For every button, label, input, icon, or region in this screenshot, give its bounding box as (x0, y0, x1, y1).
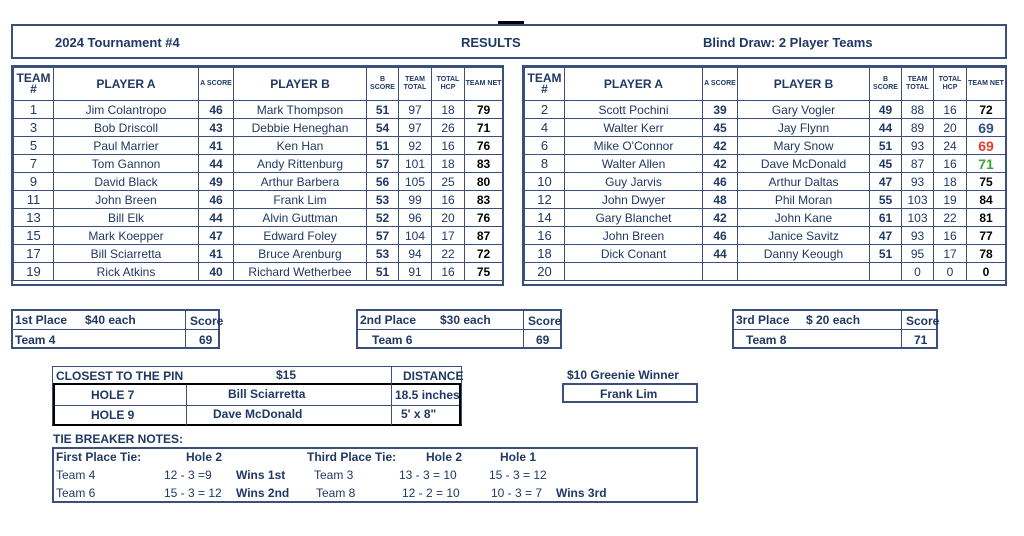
b-score: 51 (870, 245, 902, 263)
player-b: Janice Savitz (738, 227, 870, 245)
second-place-prize: $30 each (440, 313, 491, 327)
team-number: 3 (14, 119, 54, 137)
total-hcp: 0 (934, 263, 967, 281)
b-score: 52 (367, 209, 399, 227)
team-net: 72 (967, 101, 1006, 119)
total-hcp: 18 (432, 155, 465, 173)
table-row (525, 137, 1006, 155)
b-score: 51 (367, 101, 399, 119)
player-b: Andy Rittenburg (234, 155, 367, 173)
total-hcp: 16 (934, 227, 967, 245)
b-score: 57 (367, 227, 399, 245)
format-title: Blind Draw: 2 Player Teams (703, 35, 873, 50)
tie-r1-h1: 15 - 3 = 12 (489, 468, 547, 482)
b-score: 51 (367, 137, 399, 155)
table-row (525, 173, 1006, 191)
closest-hole-1: HOLE 7 (91, 388, 135, 402)
table-row (14, 191, 503, 209)
player-b: Frank Lim (234, 191, 367, 209)
total-hcp: 16 (934, 101, 967, 119)
table-row (525, 101, 1006, 119)
player-a: Walter Kerr (565, 119, 703, 137)
player-a: John Breen (54, 191, 199, 209)
b-score (870, 263, 902, 281)
player-b: Arthur Daltas (738, 173, 870, 191)
team-total: 99 (399, 191, 432, 209)
first-place-score-label: Score (190, 314, 224, 328)
team-net: 0 (967, 263, 1006, 281)
total-hcp: 18 (432, 101, 465, 119)
player-a: Mark Koepper (54, 227, 199, 245)
team-number: 19 (14, 263, 54, 281)
table-row (14, 155, 503, 173)
a-score: 46 (199, 101, 234, 119)
team-number: 4 (525, 119, 565, 137)
total-hcp: 16 (934, 155, 967, 173)
table-row (525, 119, 1006, 137)
team-net: 71 (967, 155, 1006, 173)
team-number: 12 (525, 191, 565, 209)
player-a: Mike O'Connor (565, 137, 703, 155)
player-a: Tom Gannon (54, 155, 199, 173)
player-a: David Black (54, 173, 199, 191)
team-number: 2 (525, 101, 565, 119)
greenie-box (562, 383, 698, 403)
header-a-score: A SCORE (703, 68, 738, 101)
closest-hole-2: HOLE 9 (91, 408, 135, 422)
player-b: Dave McDonald (738, 155, 870, 173)
team-total: 103 (902, 209, 934, 227)
first-place-label: 1st Place (15, 313, 68, 327)
team-total: 101 (399, 155, 432, 173)
first-tie-hole: Hole 2 (186, 450, 223, 464)
tie-r1-calc: 12 - 3 =9 (164, 468, 212, 482)
player-a: Paul Marrier (54, 137, 199, 155)
b-score: 56 (367, 173, 399, 191)
table-header-row (14, 68, 503, 101)
table-row (525, 155, 1006, 173)
tie-r1-win: Wins 1st (236, 468, 286, 482)
right-table (524, 67, 1006, 281)
team-total: 93 (902, 227, 934, 245)
closest-winner-1: Bill Sciarretta (228, 387, 306, 401)
tie-r2-h2: 12 - 2 = 10 (402, 486, 460, 500)
b-score: 47 (870, 227, 902, 245)
team-number: 16 (525, 227, 565, 245)
header-team: TEAM # (525, 68, 565, 101)
closest-title: CLOSEST TO THE PIN (56, 369, 184, 383)
total-hcp: 26 (432, 119, 465, 137)
header-team-total: TEAM TOTAL (902, 68, 934, 101)
total-hcp: 22 (934, 209, 967, 227)
team-number: 14 (525, 209, 565, 227)
team-net: 75 (465, 263, 503, 281)
player-b: Danny Keough (738, 245, 870, 263)
total-hcp: 20 (432, 209, 465, 227)
header-total-hcp: TOTAL HCP (934, 68, 967, 101)
total-hcp: 17 (934, 245, 967, 263)
a-score: 45 (703, 119, 738, 137)
b-score: 61 (870, 209, 902, 227)
a-score: 42 (703, 209, 738, 227)
player-a: Rick Atkins (54, 263, 199, 281)
team-total: 93 (902, 173, 934, 191)
player-a: Gary Blanchet (565, 209, 703, 227)
player-b: Arthur Barbera (234, 173, 367, 191)
tie-r2-team3: Team 8 (316, 486, 356, 500)
team-total: 93 (902, 137, 934, 155)
team-number: 18 (525, 245, 565, 263)
third-place-score: 71 (914, 333, 928, 347)
second-place-box (356, 309, 562, 349)
team-total: 0 (902, 263, 934, 281)
b-score: 44 (870, 119, 902, 137)
team-number: 6 (525, 137, 565, 155)
player-b: Mary Snow (738, 137, 870, 155)
second-place-team: Team 6 (372, 333, 413, 347)
header-b-score: B SCORE (367, 68, 399, 101)
second-place-label: 2nd Place (360, 313, 417, 327)
left-table (13, 67, 503, 281)
second-place-score: 69 (536, 333, 550, 347)
team-net: 75 (967, 173, 1006, 191)
b-score: 53 (367, 245, 399, 263)
team-number: 15 (14, 227, 54, 245)
team-total: 97 (399, 101, 432, 119)
closest-to-pin-box (52, 366, 462, 426)
distance-label: DISTANCE (403, 369, 464, 383)
team-net: 76 (465, 137, 503, 155)
first-place-score: 69 (199, 333, 213, 347)
b-score: 54 (367, 119, 399, 137)
header-total-hcp: TOTAL HCP (432, 68, 465, 101)
a-score: 44 (199, 209, 234, 227)
header-bar (11, 24, 1007, 59)
header-player-a: PLAYER A (54, 68, 199, 101)
header-b-score: B SCORE (870, 68, 902, 101)
total-hcp: 18 (934, 173, 967, 191)
team-net: 76 (465, 209, 503, 227)
third-place-score-label: Score (906, 314, 940, 328)
team-net: 83 (465, 191, 503, 209)
b-score: 49 (870, 101, 902, 119)
tie-r2-win: Wins 2nd (236, 486, 290, 500)
team-net: 69 (967, 119, 1006, 137)
table-row (14, 227, 503, 245)
player-b: Phil Moran (738, 191, 870, 209)
player-b: Richard Wetherbee (234, 263, 367, 281)
team-total: 87 (902, 155, 934, 173)
player-b (738, 263, 870, 281)
team-net: 79 (465, 101, 503, 119)
b-score: 45 (870, 155, 902, 173)
closest-prize: $15 (276, 368, 297, 382)
team-number: 8 (525, 155, 565, 173)
header-team: TEAM # (14, 68, 54, 101)
table-row (525, 263, 1006, 281)
greenie-winner: Frank Lim (600, 387, 658, 401)
table-row (14, 101, 503, 119)
closest-distance-2: 5' x 8" (401, 407, 437, 421)
b-score: 47 (870, 173, 902, 191)
a-score: 42 (703, 155, 738, 173)
third-place-label: 3rd Place (736, 313, 790, 327)
third-place-tie-label: Third Place Tie: (307, 450, 397, 464)
team-total: 88 (902, 101, 934, 119)
total-hcp: 16 (432, 263, 465, 281)
b-score: 51 (870, 137, 902, 155)
team-total: 97 (399, 119, 432, 137)
team-number: 10 (525, 173, 565, 191)
header-player-b: PLAYER B (738, 68, 870, 101)
total-hcp: 20 (934, 119, 967, 137)
team-number: 13 (14, 209, 54, 227)
third-place-team: Team 8 (746, 333, 787, 347)
tie-r1-team: Team 4 (56, 468, 96, 482)
table-row (14, 173, 503, 191)
b-score: 53 (367, 191, 399, 209)
a-score: 44 (703, 245, 738, 263)
team-number: 20 (525, 263, 565, 281)
a-score: 46 (199, 191, 234, 209)
player-b: Jay Flynn (738, 119, 870, 137)
first-place-team: Team 4 (15, 333, 56, 347)
player-a: Jim Colantropo (54, 101, 199, 119)
team-total: 104 (399, 227, 432, 245)
player-a: Bob Driscoll (54, 119, 199, 137)
team-total: 91 (399, 263, 432, 281)
total-hcp: 19 (934, 191, 967, 209)
table-row (525, 245, 1006, 263)
team-net: 77 (967, 227, 1006, 245)
table-row (525, 209, 1006, 227)
tournament-title: 2024 Tournament #4 (55, 35, 180, 50)
team-net: 69 (967, 137, 1006, 155)
team-number: 1 (14, 101, 54, 119)
header-a-score: A SCORE (199, 68, 234, 101)
a-score (703, 263, 738, 281)
b-score: 55 (870, 191, 902, 209)
b-score: 51 (367, 263, 399, 281)
team-number: 17 (14, 245, 54, 263)
team-number: 11 (14, 191, 54, 209)
team-net: 78 (967, 245, 1006, 263)
header-team-net: TEAM NET (967, 68, 1006, 101)
third-tie-hole2: Hole 2 (426, 450, 463, 464)
team-number: 7 (14, 155, 54, 173)
tiebreaker-title: TIE BREAKER NOTES: (53, 432, 184, 446)
tie-r2-h1: 10 - 3 = 7 (491, 486, 543, 500)
tie-r1-team3: Team 3 (314, 468, 354, 482)
right-results-table (522, 65, 1007, 286)
team-net: 81 (967, 209, 1006, 227)
team-net: 87 (465, 227, 503, 245)
table-row (525, 191, 1006, 209)
a-score: 47 (199, 227, 234, 245)
team-total: 89 (902, 119, 934, 137)
table-header-row (525, 68, 1006, 101)
second-place-score-label: Score (528, 314, 562, 328)
a-score: 46 (703, 227, 738, 245)
a-score: 41 (199, 137, 234, 155)
team-number: 9 (14, 173, 54, 191)
a-score: 42 (703, 137, 738, 155)
player-b: Alvin Guttman (234, 209, 367, 227)
team-total: 92 (399, 137, 432, 155)
team-net: 84 (967, 191, 1006, 209)
team-total: 94 (399, 245, 432, 263)
tie-r2-calc: 15 - 3 = 12 (164, 486, 222, 500)
team-net: 71 (465, 119, 503, 137)
player-a: John Dwyer (565, 191, 703, 209)
closest-winner-2: Dave McDonald (213, 407, 303, 421)
header-player-b: PLAYER B (234, 68, 367, 101)
first-place-tie-label: First Place Tie: (56, 450, 142, 464)
team-net: 80 (465, 173, 503, 191)
player-b: John Kane (738, 209, 870, 227)
total-hcp: 24 (934, 137, 967, 155)
total-hcp: 17 (432, 227, 465, 245)
player-b: Ken Han (234, 137, 367, 155)
player-b: Debbie Heneghan (234, 119, 367, 137)
team-net: 83 (465, 155, 503, 173)
player-a: Dick Conant (565, 245, 703, 263)
team-net: 72 (465, 245, 503, 263)
team-total: 103 (902, 191, 934, 209)
third-tie-hole1: Hole 1 (500, 450, 537, 464)
third-place-box (732, 309, 938, 349)
a-score: 41 (199, 245, 234, 263)
total-hcp: 25 (432, 173, 465, 191)
table-row (14, 263, 503, 281)
a-score: 39 (703, 101, 738, 119)
b-score: 57 (367, 155, 399, 173)
player-b: Gary Vogler (738, 101, 870, 119)
a-score: 49 (199, 173, 234, 191)
player-b: Edward Foley (234, 227, 367, 245)
player-a: Guy Jarvis (565, 173, 703, 191)
a-score: 44 (199, 155, 234, 173)
player-a: Walter Allen (565, 155, 703, 173)
total-hcp: 16 (432, 191, 465, 209)
table-row (14, 209, 503, 227)
table-row (14, 137, 503, 155)
team-number: 5 (14, 137, 54, 155)
player-b: Bruce Arenburg (234, 245, 367, 263)
third-place-prize: $ 20 each (806, 313, 861, 327)
team-total: 96 (399, 209, 432, 227)
table-row (14, 119, 503, 137)
table-row (14, 245, 503, 263)
greenie-title: $10 Greenie Winner (567, 368, 679, 382)
player-b: Mark Thompson (234, 101, 367, 119)
first-place-prize: $40 each (85, 313, 136, 327)
player-a: Bill Elk (54, 209, 199, 227)
header-team-net: TEAM NET (465, 68, 503, 101)
first-place-box (11, 309, 224, 349)
tie-r2-team: Team 6 (56, 486, 96, 500)
tie-r2-win3: Wins 3rd (556, 486, 607, 500)
a-score: 40 (199, 263, 234, 281)
player-a: John Breen (565, 227, 703, 245)
player-a: Scott Pochini (565, 101, 703, 119)
total-hcp: 16 (432, 137, 465, 155)
a-score: 43 (199, 119, 234, 137)
tie-r1-h2: 13 - 3 = 10 (399, 468, 457, 482)
player-a (565, 263, 703, 281)
header-team-total: TEAM TOTAL (399, 68, 432, 101)
player-a: Bill Sciarretta (54, 245, 199, 263)
tiebreaker-box (52, 447, 698, 503)
results-title: RESULTS (461, 35, 521, 50)
total-hcp: 22 (432, 245, 465, 263)
team-total: 105 (399, 173, 432, 191)
table-row (525, 227, 1006, 245)
closest-distance-1: 18.5 inches (395, 388, 460, 402)
team-total: 95 (902, 245, 934, 263)
left-results-table (11, 65, 504, 286)
a-score: 48 (703, 191, 738, 209)
a-score: 46 (703, 173, 738, 191)
header-player-a: PLAYER A (565, 68, 703, 101)
